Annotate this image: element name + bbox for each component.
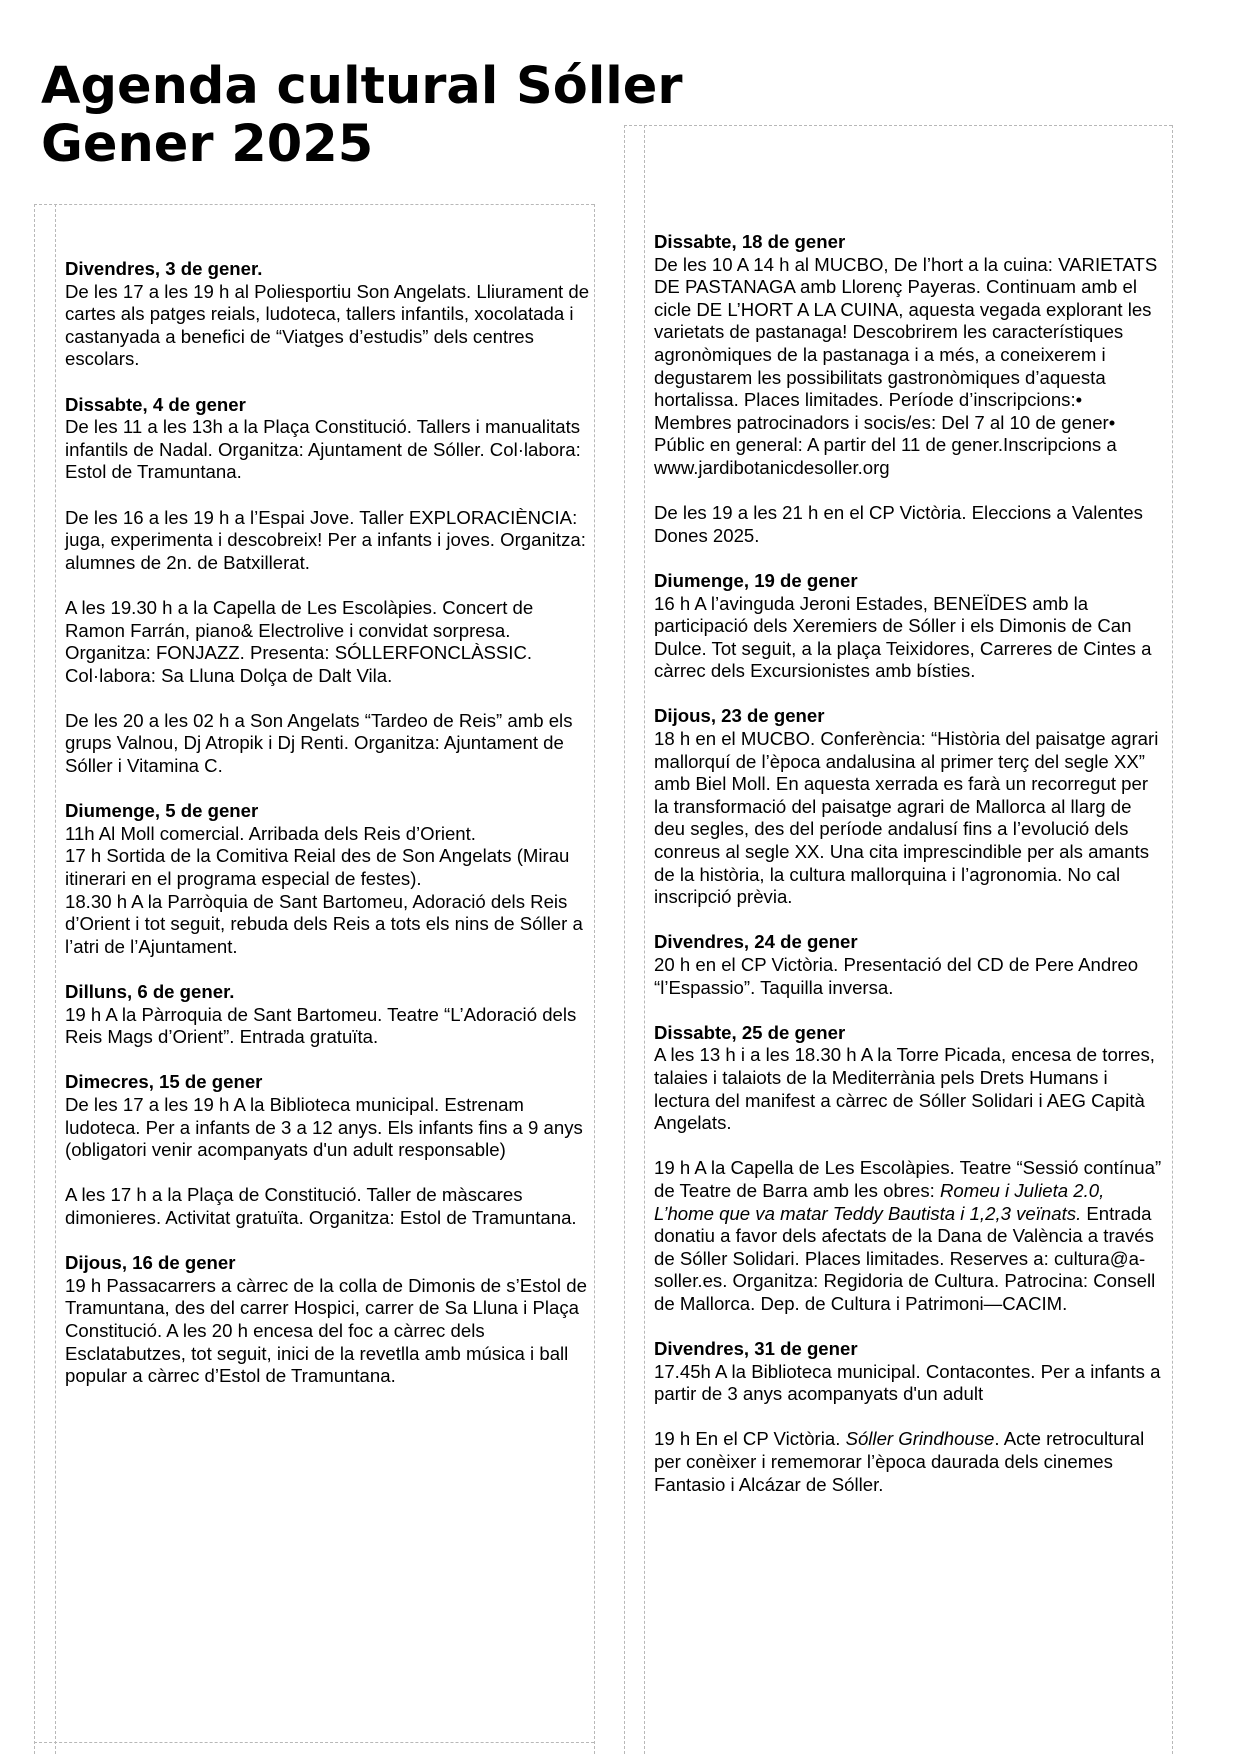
event-entry [65,597,595,687]
event-entry [654,502,1164,547]
left-column [65,258,595,1410]
event-text-part: 19 h A la Capella de Les Escolàpies. Teatre “Sessió contínua” de Teatre de Barra amb les obres: [654,1157,1162,1201]
event-text: 17.45h A la Biblioteca municipal. Contacontes. Per a infants a partir de 3 anys acompanyats d'un adult [654,1360,1161,1405]
event-entry [65,507,595,575]
event-text-part: . Acte retrocultural per conèixer i rememorar l’època daurada dels cinemes Fantasio i Alcázar de Sóller. [654,1428,1145,1495]
event-text: 16 h A l’avinguda Jeroni Estades, BENEÏDES amb la participació dels Xeremiers de Sóller i els Dimonis de Can Dulce. Tot seguit, a la plaça Teixidores, Carreres de Cintes a càrrec dels Excursionistes amb bísties. [654,592,1152,682]
event-text: 11h Al Moll comercial. Arribada dels Reis d’Orient. [65,822,476,844]
event-date: Divendres, 24 de gener [654,931,858,953]
event-text-part: 19 h En el CP Victòria. [654,1428,846,1450]
event-entry [65,1184,595,1229]
event-entry [654,570,1164,683]
event-entry [654,931,1164,999]
event-date: Dijous, 23 de gener [654,705,825,727]
event-entry [654,705,1164,908]
event-entry [65,1071,595,1161]
event-entry [654,231,1164,480]
event-text-part: Entrada donatiu a favor dels afectats de la Dana de València a través de Sóller Solidari. Places limitades. Reserves a: cultura@a-soller.es. Organitza: Regidoria de Cultura. Patrocina: Consell de Mallorca. Dep. de Cultura i Patrimoni—CACIM. [654,1202,1156,1314]
event-text: De les 17 a les 19 h al Poliesportiu Son Angelats. Lliurament de cartes als patges reials, ludoteca, tallers infantils, xocolatada i castanyada a benefici de “Viatges d’estudis” dels centres escolars. [65,280,590,370]
event-entry [65,800,595,958]
event-text: 17 h Sortida de la Comitiva Reial des de Son Angelats (Mirau itinerari en el programa especial de festes). [65,845,570,890]
event-entry [654,1428,1164,1496]
event-date: Diumenge, 19 de gener [654,569,858,591]
event-text: A les 19.30 h a la Capella de Les Escolàpies. Concert de Ramon Farrán, piano& Electrolive i convidat sorpresa. Organitza: FONJAZZ. Presenta: SÓLLERFONCLÀSSIC. Col·labora: Sa Lluna Dolça de Dalt Vila. [65,596,534,686]
title-line-1: Agenda cultural Sóller [41,57,683,116]
event-text: 19 h Passacarrers a càrrec de la colla de Dimonis de s’Estol de Tramuntana, des del carrer Hospici, carrer de Sa Lluna i Plaça Constitució. A les 20 h encesa del foc a càrrec dels Esclatabutzes, tot seguit, inici de la revetlla amb música i ball popular a càrrec d’Estol de Tramuntana. [65,1274,587,1387]
event-works-title: Romeu i Julieta 2.0, L’home que va matar Teddy Bautista i 1,2,3 veïnats. [654,1179,1105,1224]
event-text: De les 10 A 14 h al MUCBO, De l’hort a la cuina: VARIETATS DE PASTANAGA amb Llorenç Payeras. Continuam amb el cicle DE L’HORT A LA CUINA, aquesta vegada explorant les varietats de pastanaga! Descobrirem les característiques agronòmiques de la pastanaga i a més, a coneixerem i degustarem les possibilitats gastronòmiques d’aquesta hortalissa. Places limitades. Període d’inscripcions:• Membres patrocinadors i socis/es: Del 7 al 10 de gener• Públic en general: A partir del 11 de gener.Inscripcions a www.jardibotanicdesoller.org [654,253,1158,478]
event-text: 18 h en el MUCBO. Conferència: “Història del paisatge agrari mallorquí de l’època andalusina al primer terç del segle XX” amb Biel Moll. En aquesta xerrada es farà un recorregut per la transformació del paisatge agrari de Mallorca al llarg de deu segles, des del període andalusí fins a l’evolució dels conreus al segle XX. Una cita imprescindible per als amants de la història, la cultura mallorquina i l’agronomia. No cal inscripció prèvia. [654,728,1159,908]
event-entry [65,710,595,778]
event-date: Divendres, 31 de gener [654,1338,858,1360]
event-text: 20 h en el CP Victòria. Presentació del CD de Pere Andreo “l’Espassio”. Taquilla inversa. [654,954,1139,998]
event-text: 19 h A la Pàrroquia de Sant Bartomeu. Teatre “L’Adoració dels Reis Mags d’Orient”. Entrada gratuïta. [65,1003,577,1048]
right-column [654,231,1164,1519]
event-date: Dissabte, 25 de gener [654,1021,846,1043]
event-film-title: Sóller Grindhouse [845,1428,995,1450]
event-date: Dijous, 16 de gener [65,1252,236,1274]
event-entry [654,1338,1164,1406]
event-date: Dissabte, 4 de gener [65,393,246,415]
event-text: De les 11 a les 13h a la Plaça Constitució. Tallers i manualitats infantils de Nadal. Organitza: Ajuntament de Sóller. Col·labora: Estol de Tramuntana. [65,416,581,483]
event-date: Divendres, 3 de gener. [65,258,263,279]
event-entry [65,258,595,371]
page-title [41,58,683,174]
event-text: De les 17 a les 19 h A la Biblioteca municipal. Estrenam ludoteca. Per a infants de 3 a 12 anys. Els infants fins a 9 anys (obligatori venir acompanyats d'un adult responsable) [65,1093,583,1161]
event-text: De les 20 a les 02 h a Son Angelats “Tardeo de Reis” amb els grups Valnou, Dj Atropik i Dj Renti. Organitza: Ajuntament de Sóller i Vitamina C. [65,709,573,777]
event-date: Dissabte, 18 de gener [654,231,846,252]
event-entry [65,1252,595,1388]
event-date: Diumenge, 5 de gener [65,800,259,822]
event-date: Dilluns, 6 de gener. [65,981,235,1002]
title-line-2: Gener 2025 [41,115,374,174]
event-entry [65,981,595,1049]
event-entry [654,1157,1164,1315]
event-text [654,1428,1164,1496]
event-entry [65,394,595,484]
event-date: Dimecres, 15 de gener [65,1071,263,1093]
event-text: De les 19 a les 21 h en el CP Victòria. Eleccions a Valentes Dones 2025. [654,502,1143,546]
event-entry [654,1022,1164,1135]
event-text: 18.30 h A la Parròquia de Sant Bartomeu, Adoració dels Reis d’Orient i tot seguit, rebuda dels Reis a tots els nins de Sóller a l’atri de l’Ajuntament. [65,890,583,957]
event-text: De les 16 a les 19 h a l’Espai Jove. Taller EXPLORACIÈNCIA: juga, experimenta i descobreix! Per a infants i joves. Organitza: alumnes de 2n. de Batxillerat. [65,506,586,573]
event-text: A les 17 h a la Plaça de Constitució. Taller de màscares dimonieres. Activitat gratuïta. Organitza: Estol de Tramuntana. [65,1184,577,1228]
event-text: A les 13 h i a les 18.30 h A la Torre Picada, encesa de torres, talaies i talaiots de la Mediterrània pels Drets Humans i lectura del manifest a càrrec de Sóller Solidari i AEG Capità Angelats. [654,1044,1155,1134]
event-text [654,1157,1164,1315]
